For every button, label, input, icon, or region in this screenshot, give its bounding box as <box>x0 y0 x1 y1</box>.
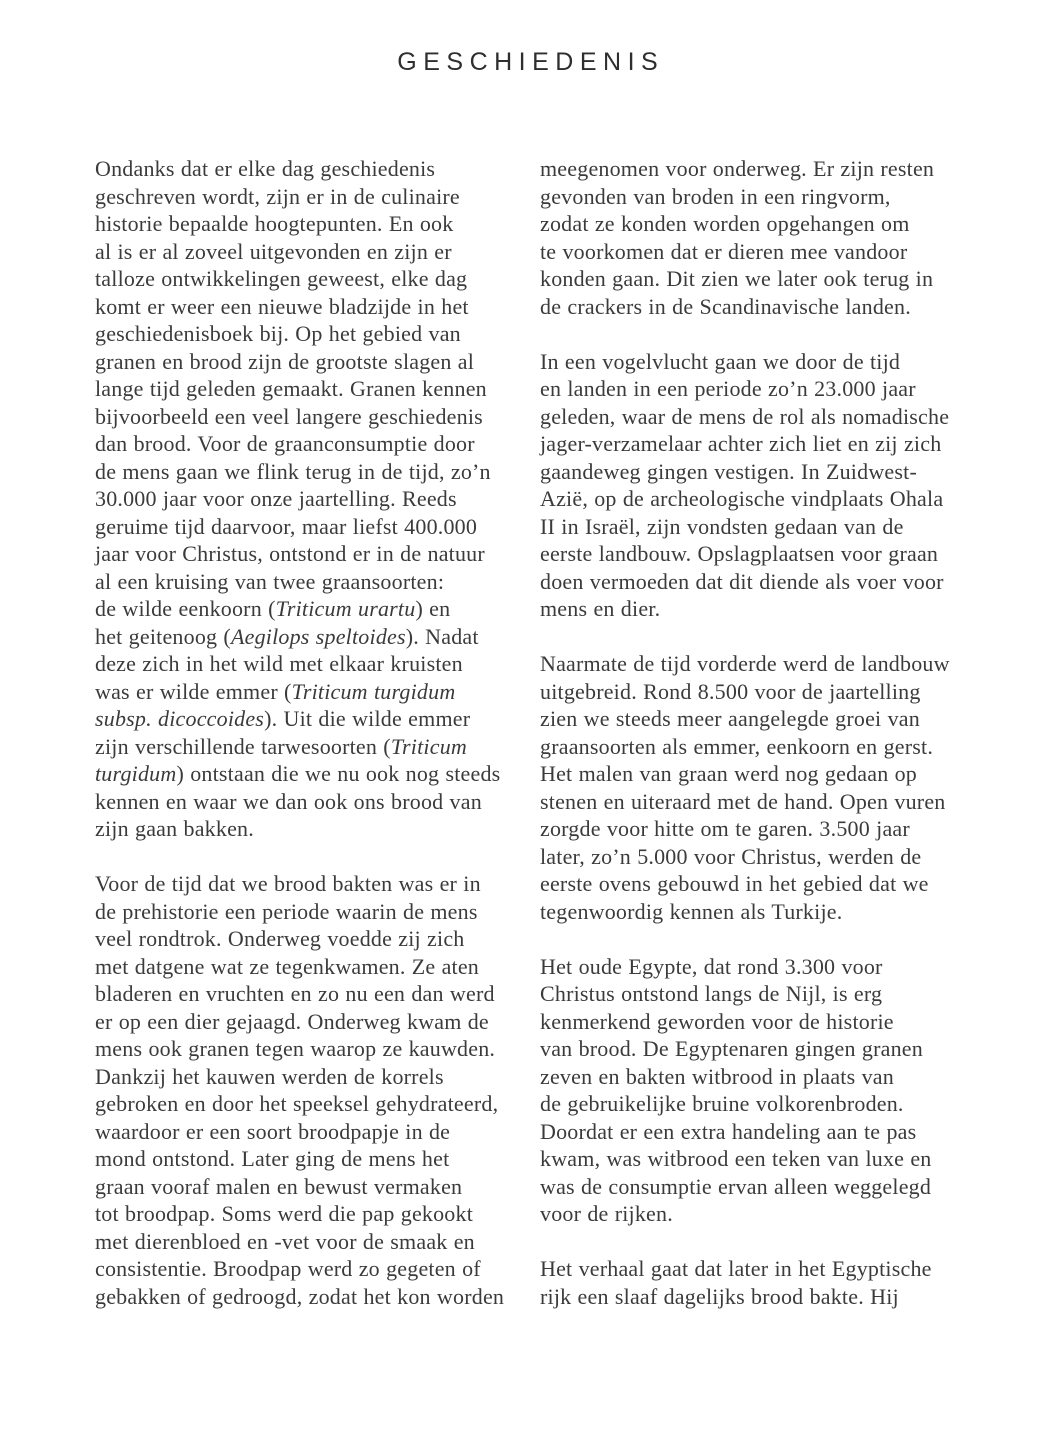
text-line: het geitenoog (Aegilops speltoides). Nadat <box>95 623 479 649</box>
text-line: consistentie. Broodpap werd zo gegeten of <box>95 1256 481 1281</box>
text-column-right <box>540 155 960 1338</box>
text-line: veel rondtrok. Onderweg voedde zij zich <box>95 926 465 951</box>
text-line: uitgebreid. Rond 8.500 voor de jaartelling <box>540 678 921 704</box>
page-title: GESCHIEDENIS <box>397 48 665 76</box>
text-line: stenen en uiteraard met de hand. Open vuren <box>540 788 946 814</box>
text-line: geschiedenisboek bij. Op het gebied van <box>95 321 461 346</box>
text-line: zijn verschillende tarwesoorten (Triticum <box>95 733 468 759</box>
text-line: was de consumptie ervan alleen weggelegd <box>540 1173 932 1199</box>
text-line: met datgene wat ze tegenkwamen. Ze aten <box>95 953 480 979</box>
paragraph <box>540 650 960 925</box>
text-line: de crackers in de Scandinavische landen. <box>540 293 911 319</box>
text-column-left <box>95 155 515 1338</box>
text-line: mens ook granen tegen waarop ze kauwden. <box>95 1036 496 1061</box>
text-line: geschreven wordt, zijn er in de culinaire <box>95 183 460 209</box>
text-line: 30.000 jaar voor onze jaartelling. Reeds <box>95 486 457 511</box>
text-line: zien we steeds meer aangelegde groei van <box>540 706 920 731</box>
text-line: Het oude Egypte, dat rond 3.300 voor <box>540 953 883 979</box>
text-line: jager-verzamelaar achter zich liet en zij zich <box>540 431 942 456</box>
text-line: al een kruising van twee graansoorten: <box>95 568 445 594</box>
text-line: Dankzij het kauwen werden de korrels <box>95 1063 444 1089</box>
text-line: zodat ze konden worden opgehangen om <box>540 211 910 236</box>
text-line: bladeren en vruchten en zo nu een dan werd <box>95 981 495 1006</box>
text-line: zeven en bakten witbrood in plaats van <box>540 1063 894 1089</box>
text-line: geleden, waar de mens de rol als nomadische <box>540 403 950 429</box>
text-line: te voorkomen dat er dieren mee vandoor <box>540 238 908 264</box>
text-line: dan brood. Voor de graanconsumptie door <box>95 431 475 456</box>
paragraph <box>540 1255 960 1310</box>
text-line: Naarmate de tijd vorderde werd de landbouw <box>540 651 950 676</box>
text-line: konden gaan. Dit zien we later ook terug in <box>540 266 934 291</box>
paragraph <box>95 870 515 1310</box>
text-line: en landen in een periode zo’n 23.000 jaar <box>540 376 916 401</box>
text-line: gebakken of gedroogd, zodat het kon worden <box>95 1283 505 1309</box>
text-line: kennen en waar we dan ook ons brood van <box>95 788 482 814</box>
text-line: jaar voor Christus, ontstond er in de natuur <box>95 541 485 566</box>
text-line: Azië, op de archeologische vindplaats Ohala <box>540 486 944 511</box>
text-line: zijn gaan bakken. <box>95 816 254 841</box>
text-line: de prehistorie een periode waarin de mens <box>95 898 478 924</box>
text-line: bijvoorbeeld een veel langere geschiedenis <box>95 403 483 429</box>
text-line: gevonden van broden in een ringvorm, <box>540 183 891 209</box>
text-line: komt er weer een nieuwe bladzijde in het <box>95 293 469 319</box>
text-line: met dierenbloed en -vet voor de smaak en <box>95 1228 475 1254</box>
text-line: gebroken en door het speeksel gehydrateerd, <box>95 1091 499 1116</box>
text-line: waardoor er een soort broodpapje in de <box>95 1118 451 1144</box>
text-line: later, zo’n 5.000 voor Christus, werden de <box>540 843 922 869</box>
text-line: granen en brood zijn de grootste slagen al <box>95 348 475 374</box>
text-line: eerste landbouw. Opslagplaatsen voor graan <box>540 541 939 566</box>
text-line: voor de rijken. <box>540 1201 673 1226</box>
text-line: Het verhaal gaat dat later in het Egyptische <box>540 1256 932 1281</box>
text-line: talloze ontwikkelingen geweest, elke dag <box>95 266 468 291</box>
text-line: al is er al zoveel uitgevonden en zijn er <box>95 238 452 264</box>
text-line: kwam, was witbrood een teken van luxe en <box>540 1146 932 1171</box>
text-line: rijk een slaaf dagelijks brood bakte. Hij <box>540 1283 899 1309</box>
text-line: de wilde eenkoorn (Triticum urartu) en <box>95 596 451 621</box>
text-columns <box>95 155 960 1338</box>
text-line: Voor de tijd dat we brood bakten was er in <box>95 871 481 896</box>
text-line: In een vogelvlucht gaan we door de tijd <box>540 348 901 374</box>
text-line: graan vooraf malen en bewust vermaken <box>95 1173 463 1199</box>
text-line: Doordat er een extra handeling aan te pas <box>540 1118 917 1144</box>
text-line: geruime tijd daarvoor, maar liefst 400.000 <box>95 513 478 539</box>
text-line: doen vermoeden dat dit diende als voer voor <box>540 568 944 594</box>
paragraph <box>540 155 960 320</box>
text-line: gaandeweg gingen vestigen. In Zuidwest- <box>540 458 917 484</box>
text-line: graansoorten als emmer, eenkoorn en gerst. <box>540 733 934 759</box>
text-line: was er wilde emmer (Triticum turgidum <box>95 678 456 704</box>
text-line: mens en dier. <box>540 596 661 621</box>
text-line: turgidum) ontstaan die we nu ook nog steeds <box>95 761 501 786</box>
text-line: II in Israël, zijn vondsten gedaan van de <box>540 513 904 539</box>
text-line: zorgde voor hitte om te garen. 3.500 jaar <box>540 816 910 841</box>
text-line: van brood. De Egyptenaren gingen granen <box>540 1036 923 1061</box>
text-line: de gebruikelijke bruine volkorenbroden. <box>540 1091 904 1116</box>
text-line: tegenwoordig kennen als Turkije. <box>540 898 843 924</box>
text-line: de mens gaan we flink terug in de tijd, zo’n <box>95 458 491 484</box>
text-line: Christus ontstond langs de Nijl, is erg <box>540 981 883 1006</box>
text-line: mond ontstond. Later ging de mens het <box>95 1146 450 1171</box>
text-line: Ondanks dat er elke dag geschiedenis <box>95 156 436 181</box>
text-line: tot broodpap. Soms werd die pap gekookt <box>95 1201 474 1226</box>
paragraph <box>540 953 960 1228</box>
text-line: subsp. dicoccoides). Uit die wilde emmer <box>95 706 471 731</box>
paragraph <box>95 155 515 843</box>
text-line: historie bepaalde hoogtepunten. En ook <box>95 211 454 236</box>
paragraph <box>540 348 960 623</box>
text-line: eerste ovens gebouwd in het gebied dat we <box>540 871 929 896</box>
text-line: er op een dier gejaagd. Onderweg kwam de <box>95 1008 489 1034</box>
text-line: meegenomen voor onderweg. Er zijn resten <box>540 156 935 181</box>
text-line: kenmerkend geworden voor de historie <box>540 1008 894 1034</box>
text-line: Het malen van graan werd nog gedaan op <box>540 761 918 786</box>
text-line: deze zich in het wild met elkaar kruisten <box>95 651 463 676</box>
text-line: lange tijd geleden gemaakt. Granen kennen <box>95 376 487 401</box>
